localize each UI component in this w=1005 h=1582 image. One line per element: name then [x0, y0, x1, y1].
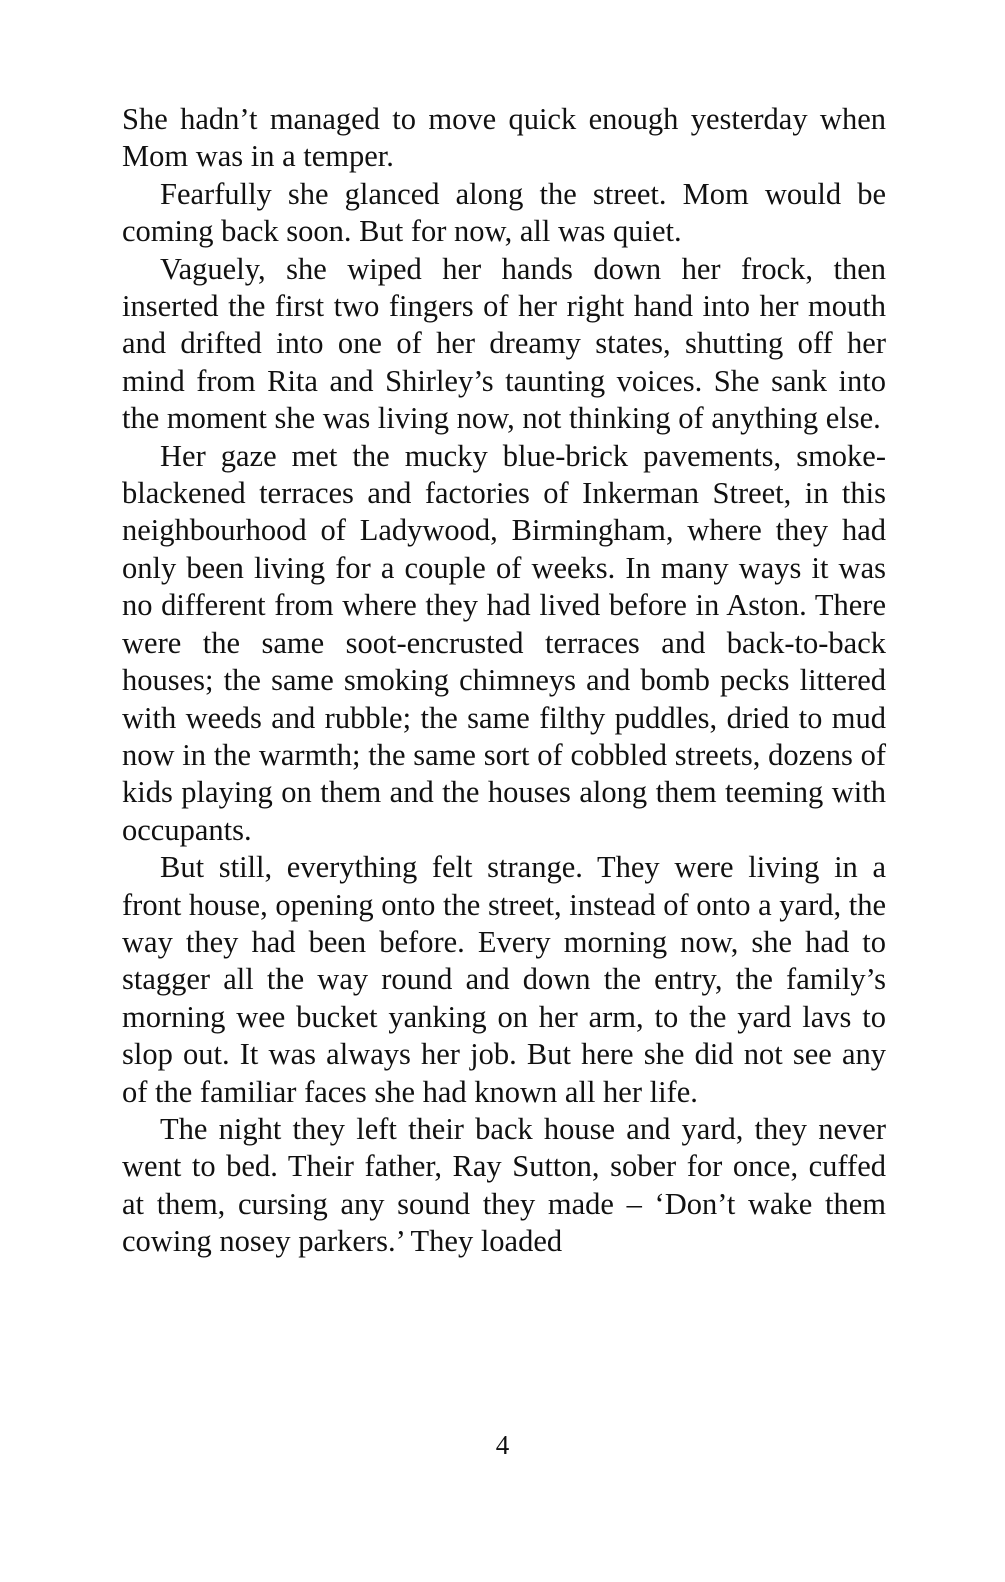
paragraph-6: The night they left their back house and yard, they never went to bed. Their father, Ray Sutton, sober for once, cuffed at them, cursing any sound they made – ‘Don’t wake them cowing nosey parkers.’ They loaded	[122, 1111, 886, 1259]
paragraph-3: Vaguely, she wiped her hands down her frock, then inserted the first two fingers of her right hand into her mouth and drifted into one of her dreamy states, shutting off her mind from Rita and Shirley’s taunting voices. She sank into the moment she was living now, not thinking of anything else.	[122, 251, 886, 436]
paragraph-2: Fearfully she glanced along the street. Mom would be coming back soon. But for now, all was quiet.	[122, 176, 886, 249]
paragraph-5: But still, everything felt strange. They were living in a front house, opening onto the street, instead of onto a yard, the way they had been before. Every morning now, she had to stagger all the way round and down the entry, the family’s morning wee bucket yanking on her arm, to the yard lavs to slop out. It was always her job. But here she did not see any of the familiar faces she had known all her life.	[122, 850, 887, 1109]
body-text	[122, 101, 886, 1261]
paragraph-1: She hadn’t managed to move quick enough yesterday when Mom was in a temper.	[122, 102, 886, 174]
paragraph-4: Her gaze met the mucky blue-brick pavements, smoke-blackened terraces and factories of Inkerman Street, in this neighbourhood of Ladywood, Birmingham, where they had only been living for a couple of weeks. In many ways it was no different from where they had lived before in Aston. There were the same soot-encrusted terraces and back-to-back houses; the same smoking chimneys and bomb pecks littered with weeds and rubble; the same filthy puddles, dried to mud now in the warmth; the same sort of cobbled streets, dozens of kids playing on them and the houses along them teeming with occupants.	[122, 438, 886, 847]
page-number: 4	[495, 1430, 510, 1460]
